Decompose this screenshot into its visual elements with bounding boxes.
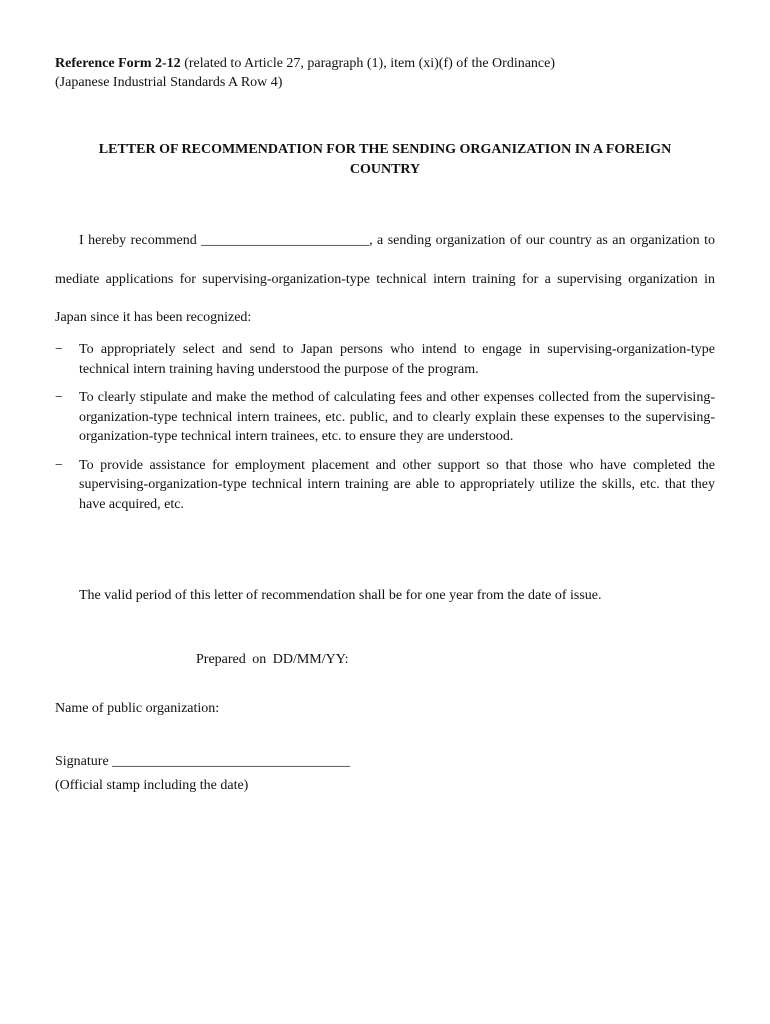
document-title xyxy=(55,140,715,180)
bullet-list xyxy=(55,340,715,523)
form-label: Reference Form 2-12 xyxy=(55,56,181,71)
title-line-1: LETTER OF RECOMMENDATION FOR THE SENDING ORGANIZATION IN A FOREIGN xyxy=(98,142,672,157)
form-article-reference: (related to Article 27, paragraph (1), item (xi)(f) of the Ordinance) xyxy=(180,56,556,71)
stamp-note: (Official stamp including the date) xyxy=(55,778,249,793)
intro-text: I hereby recommend ________________________, a sending organization of our country as an organization to mediate applications for supervising-organization-type technical intern training for a supervising organization in Japan since it has been recognized: xyxy=(55,233,715,325)
bullet-marker: − xyxy=(55,457,63,473)
list-item-text: To clearly stipulate and make the method of calculating fees and other expenses collected from the supervising-organization-type technical intern trainees, etc. public, and to clearly explain these expenses to the supervising-organization-type technical intern trainees, etc. to ensure they are understood. xyxy=(79,390,715,444)
list-item xyxy=(55,388,715,447)
list-item-text: To provide assistance for employment placement and other support so that those who have completed the supervising-organization-type technical intern training are able to appropriately utilize the skills, etc. that they have acquired, etc. xyxy=(79,457,715,512)
prepared-date-line: Prepared on DD/MM/YY: xyxy=(196,652,349,667)
signature-line: Signature __________________________________ xyxy=(55,754,351,769)
reference-header xyxy=(55,54,555,92)
bullet-marker: − xyxy=(55,390,63,405)
list-item xyxy=(55,456,715,515)
list-item xyxy=(55,340,715,379)
intro-paragraph xyxy=(55,222,715,338)
list-item-text: To appropriately select and send to Japan persons who intend to engage in supervising-organization-type technical intern training having understood the purpose of the program. xyxy=(79,342,715,377)
title-line-2: COUNTRY xyxy=(349,162,421,177)
bullet-marker: − xyxy=(55,342,63,357)
signature-block xyxy=(55,750,350,798)
public-organization-label: Name of public organization: xyxy=(55,701,220,716)
standard-note: (Japanese Industrial Standards A Row 4) xyxy=(55,75,283,90)
valid-period-statement: The valid period of this letter of recommendation shall be for one year from the date of issue. xyxy=(79,588,602,603)
form-reference-line xyxy=(55,54,555,73)
